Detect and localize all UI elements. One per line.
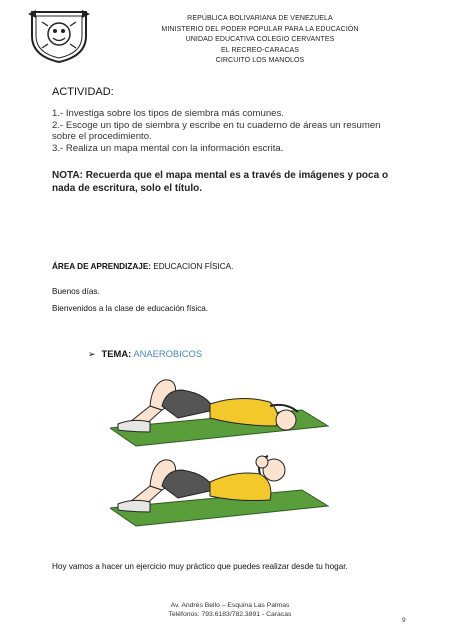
arrow-bullet-icon: ➢: [88, 349, 96, 359]
letterhead-line: REPÚBLICA BOLIVARIANA DE VENEZUELA: [187, 15, 333, 22]
topic-value: ANAEROBICOS: [131, 348, 203, 359]
activity-item: 2.- Escoge un tipo de siembra y escribe en tu cuaderno de áreas un resumen: [52, 119, 381, 131]
activity-item: 3.- Realiza un mapa mental con la información escrita.: [52, 142, 284, 154]
learning-area-label: ÁREA DE APRENDIZAJE:: [52, 262, 152, 271]
welcome-text: Bienvenidos a la clase de educación física.: [52, 304, 209, 313]
page-number: 9: [402, 617, 406, 624]
activity-note: [52, 170, 412, 195]
topic-label: TEMA:: [101, 348, 132, 359]
crunch-exercise-illustration: [110, 366, 334, 530]
footer-phones: Teléfonos: 793.6183/782.3891 - Caracas: [168, 611, 292, 618]
note-line: NOTA: Recuerda que el mapa mental es a través de imágenes y poca o: [52, 170, 389, 181]
note-line: nada de escritura, solo el título.: [52, 182, 203, 194]
footer-address: Av. Andrés Bello – Esquina Las Palmas: [170, 602, 290, 609]
greeting: Buenos días.: [52, 287, 100, 296]
letterhead-line: UNIDAD EDUCATIVA COLEGIO CERVANTES: [185, 36, 335, 43]
activity-title: ACTIVIDAD:: [52, 86, 114, 98]
learning-area-value: EDUCACION FÍSICA.: [151, 262, 234, 271]
letterhead-line: MINISTERIO DEL PODER POPULAR PARA LA EDUCACIÓN: [161, 25, 359, 33]
letterhead-line: CIRCUITO LOS MANOLOS: [215, 57, 305, 64]
exercise-figure-lying: [110, 380, 328, 446]
exercise-figure-crunch: [110, 456, 328, 526]
topic: [88, 348, 202, 360]
letterhead-line: EL RECREO-CARACAS: [220, 46, 300, 54]
school-crest-icon: [28, 8, 90, 64]
footer: [100, 601, 360, 619]
letterhead: [130, 14, 390, 67]
activity-list: [52, 108, 422, 154]
learning-area: [52, 262, 233, 271]
activity-item: sobre el procedimiento.: [52, 131, 152, 142]
activity-item: 1.- Investiga sobre los tipos de siembra más comunes.: [52, 108, 284, 119]
instruction-text: Hoy vamos a hacer un ejercicio muy práctico que puedes realizar desde tu hogar.: [52, 562, 348, 571]
